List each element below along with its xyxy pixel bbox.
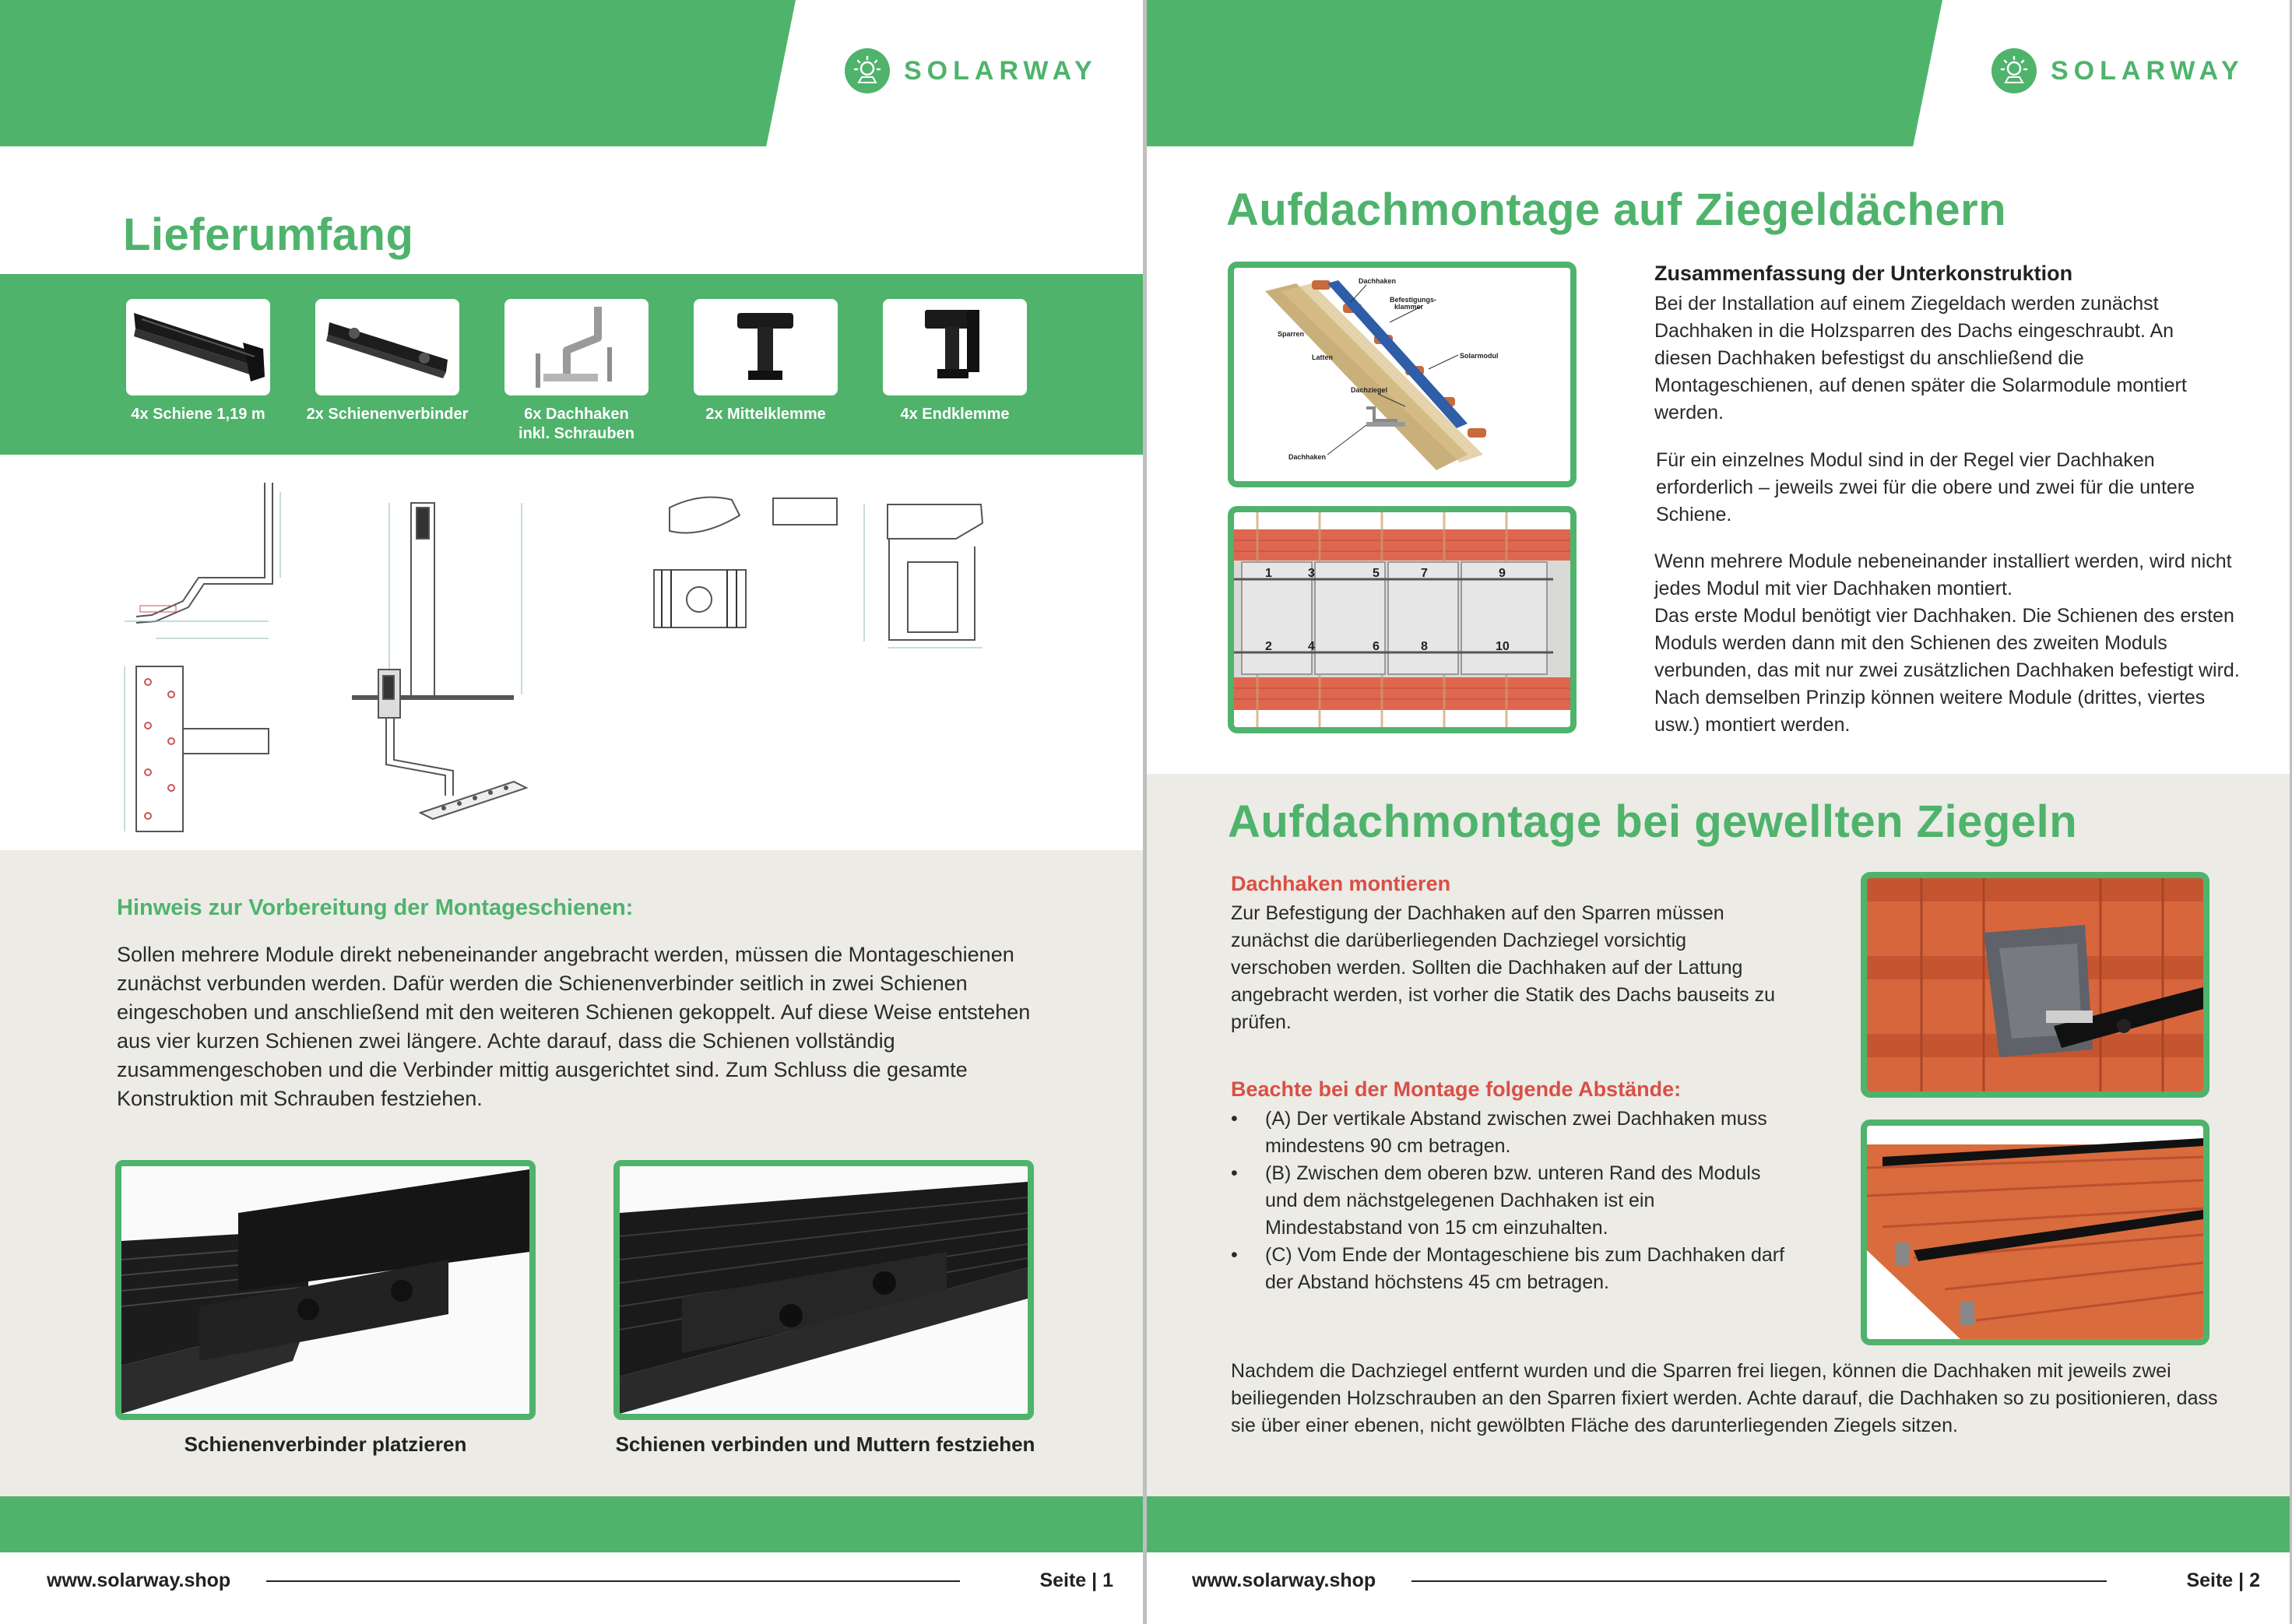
product-item: [883, 299, 1027, 444]
footer: [1147, 1552, 2290, 1624]
section-title-tile-roof: Aufdachmontage auf Ziegeldächern: [1226, 185, 2007, 235]
photo-connector-placing: [115, 1160, 536, 1420]
hook-number: 7: [1421, 567, 1428, 580]
end-clamp-icon: [883, 299, 1027, 395]
closing-text: Nachdem die Dachziegel entfernt wurden und die Sparren frei liegen, können die Dachhaken mit jeweils zwei beiliegenden Holzschrauben an den Sparren fixiert werden. Achte darauf, die Dachhaken so zu positionieren, dass sie über einer ebenen, nicht gewölbten Fläche des darunterliegenden Ziegels sitzen.: [1231, 1360, 2218, 1436]
rail-profile-drawing: [864, 504, 983, 648]
hook-3d-drawing: [378, 670, 526, 819]
diagram-label-rafter: Sparren: [1278, 330, 1305, 338]
hook-number: 3: [1308, 567, 1315, 580]
multi-module-text: Wenn mehrere Module nebeneinander installiert werden, wird nicht jedes Modul mit vier Dachhaken montiert. Das erste Modul benötigt vier Dachhaken. Die Schienen des ersten Moduls werden dann mit den Schienen des zweiten Moduls verbunden, das mit nur zwei zusätzlichen Dachhaken befestigt wird. Nach demselben Prinzip können weitere Module (drittes, viertes usw.) montiert werden.: [1654, 550, 2240, 736]
footer-band: [1147, 1496, 2290, 1552]
hint-text: Sollen mehrere Module direkt nebeneinander angebracht werden, müssen die Montageschienen zunächst verbunden werden. Dafür werden die Schienenverbinder seitlich in zwei Schienen eingeschoben und anschließend mit den weiteren Schienen gekoppelt. Auf diese Weise entstehen aus vier kurzen Schienen zwei längere. Achte darauf, dass die Schienen vollständig zusammengeschoben und die Verbinder mittig ausgerichtet sind. Zum Schluss die gesamte Konstruktion mit Schrauben festziehen.: [117, 943, 1031, 1110]
photo-rails-on-roof: [1861, 1120, 2209, 1345]
summary-title: Zusammenfassung der Unterkonstruktion: [1654, 262, 2073, 285]
photo2-caption: Schienen verbinden und Muttern festziehen: [615, 1432, 1035, 1456]
diagram-label-hook: Dachhaken: [1359, 277, 1397, 285]
product-label: 6x Dachhaken inkl. Schrauben: [519, 406, 635, 442]
diagram-label-module: Solarmodul: [1460, 352, 1499, 360]
hook-layout-diagram: [1228, 506, 1577, 733]
product-item: [126, 299, 270, 444]
mount-hooks-text: Zur Befestigung der Dachhaken auf den Sparren müssen zunächst die darüberliegenden Dachziegel vorsichtig verschoben werden. Sollten die Dachhaken auf der Lattung angebracht werden, ist vorher die Statik des Dachs bauseits zu prüfen.: [1231, 902, 1775, 1033]
roof-structure-diagram: [1228, 262, 1577, 487]
hook-number: 2: [1265, 640, 1272, 653]
hook-number: 1: [1265, 567, 1272, 580]
diagram-label-clamp: Befestigungs-: [1390, 296, 1437, 304]
diagram-label-hook-2: Dachhaken: [1288, 453, 1327, 461]
brand-logo: [845, 48, 1098, 93]
hook-number-labels: [1234, 512, 1570, 727]
header-band: [1147, 0, 1942, 146]
diagram-label-clamp-2: klammer: [1394, 303, 1424, 311]
spacing-item-a: • (A) Der vertikale Abstand zwischen zwei Dachhaken muss mindestens 90 cm betragen.: [1231, 1106, 1791, 1160]
technical-drawings: [0, 461, 1143, 850]
product-label: 4x Schiene 1,19 m: [131, 406, 265, 423]
hook-number: 10: [1496, 640, 1510, 653]
header-band: [0, 0, 796, 146]
hook-plate-drawing: [125, 666, 269, 831]
brand-name: SOLARWAY: [2051, 55, 2245, 86]
page-number: Seite | 2: [2186, 1570, 2260, 1591]
footer-url[interactable]: www.solarway.shop: [1192, 1570, 1376, 1591]
spacing-title: Beachte bei der Montage folgende Abstände:: [1231, 1077, 1682, 1101]
footer-band: [0, 1496, 1143, 1552]
hook-number: 8: [1421, 640, 1428, 653]
rail-icon: [126, 299, 270, 395]
hook-number: 6: [1373, 640, 1380, 653]
post-drawing: [352, 503, 522, 698]
roof-hook-drawing: [125, 483, 280, 638]
footer: [0, 1552, 1143, 1624]
page-title: Lieferumfang: [123, 209, 414, 260]
product-label: 2x Schienenverbinder: [306, 406, 469, 423]
section-title-wavy-tiles: Aufdachmontage bei gewellten Ziegeln: [1228, 796, 2078, 847]
product-item: [306, 299, 469, 444]
page-2: [1147, 0, 2290, 1624]
spacing-list: [1231, 1106, 1791, 1296]
footer-rule: [266, 1580, 960, 1582]
brand-logo: [1991, 48, 2245, 93]
sun-solar-icon: [1991, 48, 2037, 93]
mid-clamp-icon: [694, 299, 838, 395]
product-list: [126, 299, 1027, 444]
rail-connector-icon: [315, 299, 459, 395]
photo-rails-connected: [613, 1160, 1034, 1420]
footer-url[interactable]: www.solarway.shop: [47, 1570, 231, 1591]
diagram-label-batten: Latten: [1312, 353, 1333, 361]
product-item: [504, 299, 649, 444]
spacing-item-c: • (C) Vom Ende der Montageschiene bis zum Dachhaken darf der Abstand höchstens 45 cm betragen.: [1231, 1242, 1791, 1296]
product-item: [694, 299, 838, 444]
sun-solar-icon: [845, 48, 890, 93]
hint-title: Hinweis zur Vorbereitung der Montageschienen:: [117, 895, 634, 920]
diagram-label-tile: Dachziegel: [1351, 386, 1388, 394]
photo1-caption: Schienenverbinder platzieren: [184, 1432, 467, 1456]
single-module-text: Für ein einzelnes Modul sind in der Regel vier Dachhaken erforderlich – jeweils zwei für die obere und zwei für die untere Schiene.: [1656, 449, 2195, 526]
brand-name: SOLARWAY: [904, 55, 1098, 86]
hook-number: 4: [1308, 640, 1315, 653]
photo-hook-on-rafter: [1861, 872, 2209, 1098]
hook-number: 5: [1373, 567, 1380, 580]
page-number: Seite | 1: [1039, 1570, 1113, 1591]
hook-number: 9: [1499, 567, 1506, 580]
product-label: 2x Mittelklemme: [705, 406, 826, 423]
spacing-item-b: • (B) Zwischen dem oberen bzw. unteren Rand des Moduls und dem nächstgelegenen Dachhaken ist ein Mindestabstand von 15 cm einzuhalten.: [1231, 1160, 1791, 1242]
roof-hook-icon: [504, 299, 649, 395]
summary-text: Bei der Installation auf einem Ziegeldach werden zunächst Dachhaken in die Holzsparren des Dachs eingeschraubt. An diesen Dachhaken befestigst du anschließend die Montageschienen, auf denen später die Solarmodule montiert werden.: [1654, 293, 2187, 424]
mount-hooks-title: Dachhaken montieren: [1231, 872, 1451, 895]
product-label: 4x Endklemme: [900, 406, 1010, 423]
footer-rule: [1411, 1580, 2107, 1582]
connector-profile-drawing: [654, 497, 837, 627]
page-1: [0, 0, 1143, 1624]
